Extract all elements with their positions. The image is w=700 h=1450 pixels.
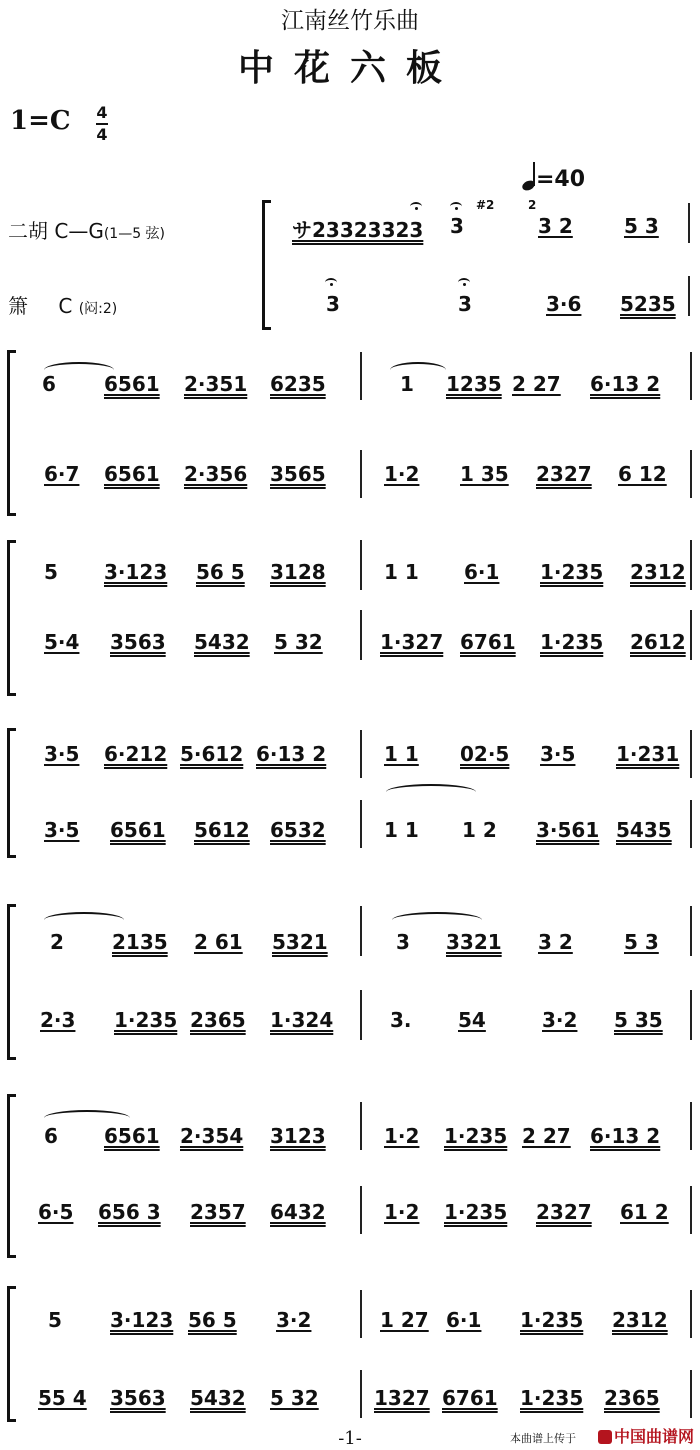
score-cell: 6561: [104, 462, 160, 486]
score-cell: 2135: [112, 930, 168, 954]
score-cell: 3 2: [538, 930, 573, 954]
score-cell: 2612: [630, 630, 686, 654]
system-brace: [7, 1094, 16, 1258]
score-cell: 3123: [270, 1124, 326, 1148]
barline: [360, 800, 362, 848]
score-cell: 1·235: [114, 1008, 178, 1032]
score-cell: 3: [450, 214, 464, 238]
score-cell: 656 3: [98, 1200, 161, 1224]
system-brace: [7, 728, 16, 858]
score-cell: 1·235: [444, 1200, 508, 1224]
score-cell: 2327: [536, 462, 592, 486]
barline: [688, 276, 690, 316]
score-cell: 3·6: [546, 292, 582, 316]
barline: [360, 730, 362, 778]
score-cell: 6·1: [446, 1308, 482, 1332]
barline: [690, 352, 692, 400]
system-brace: [262, 200, 271, 330]
score-cell: 6561: [110, 818, 166, 842]
score-cell: 2: [50, 930, 64, 954]
score-cell: 1: [400, 372, 414, 396]
score-cell: 56 5: [188, 1308, 237, 1332]
score-cell: 3·5: [540, 742, 576, 766]
score-cell: 6·7: [44, 462, 80, 486]
barline: [690, 1290, 692, 1338]
key-signature: 1=C: [10, 106, 71, 136]
instrument-erhu: [8, 215, 165, 244]
score-cell: 55 4: [38, 1386, 87, 1410]
instrument-name: 二胡: [8, 219, 48, 243]
system-brace: [7, 904, 16, 1060]
score-cell: 6 12: [618, 462, 667, 486]
score-cell: 6532: [270, 818, 326, 842]
score-cell: 5: [44, 560, 58, 584]
score-cell: 02·5: [460, 742, 510, 766]
score-cell: 54: [458, 1008, 486, 1032]
score-cell: 2 27: [512, 372, 561, 396]
barline: [360, 1370, 362, 1418]
score-cell: 2 61: [194, 930, 243, 954]
score-cell: 3: [458, 292, 472, 316]
score-cell: 3: [396, 930, 410, 954]
tempo-marking: [522, 164, 585, 192]
score-cell: 56 5: [196, 560, 245, 584]
score-cell: 2 27: [522, 1124, 571, 1148]
quarter-note-icon: [522, 164, 536, 190]
barline: [690, 990, 692, 1040]
score-cell: 5: [48, 1308, 62, 1332]
score-cell: 1 1: [384, 742, 419, 766]
score-cell: 1·231: [616, 742, 680, 766]
score-cell: 3·2: [542, 1008, 578, 1032]
score-cell: 1·235: [540, 630, 604, 654]
score-cell: 1 1: [384, 560, 419, 584]
system-brace: [7, 350, 16, 516]
score-cell: 5321: [272, 930, 328, 954]
barline: [360, 352, 362, 400]
score-cell: 2·3: [40, 1008, 76, 1032]
score-cell: 1235: [446, 372, 502, 396]
score-cell: 3·123: [104, 560, 168, 584]
barline: [360, 450, 362, 498]
score-cell: 6·13 2: [256, 742, 327, 766]
fermata-icon: [410, 202, 422, 211]
barline: [690, 540, 692, 590]
score-cell: 1·235: [520, 1386, 584, 1410]
barline: [690, 610, 692, 660]
score-cell: 6761: [442, 1386, 498, 1410]
score-cell: 3 2: [538, 214, 573, 238]
barline: [690, 800, 692, 848]
score-cell: 3·2: [276, 1308, 312, 1332]
score-cell: 6561: [104, 372, 160, 396]
score-cell: 1 2: [462, 818, 497, 842]
score-cell: 6·212: [104, 742, 168, 766]
score-cell: 5612: [194, 818, 250, 842]
score-cell: 5 35: [614, 1008, 663, 1032]
score-cell: 2·356: [184, 462, 248, 486]
score-cell: 2357: [190, 1200, 246, 1224]
score-cell: 1 27: [380, 1308, 429, 1332]
score-cell: 1·235: [520, 1308, 584, 1332]
site-logo: [598, 1424, 694, 1447]
barline: [360, 1102, 362, 1150]
system-brace: [7, 540, 16, 696]
score-cell: 1·2: [384, 1124, 420, 1148]
score-cell: 5435: [616, 818, 672, 842]
score-cell: 1·2: [384, 1200, 420, 1224]
instrument-tuning: C—G: [54, 219, 104, 243]
score-cell: 61 2: [620, 1200, 669, 1224]
score-cell: 1·235: [540, 560, 604, 584]
score-cell: 1·327: [380, 630, 444, 654]
score-cell: 1·324: [270, 1008, 334, 1032]
score-cell: 5 32: [270, 1386, 319, 1410]
score-cell: 2312: [612, 1308, 668, 1332]
tempo-value: =40: [536, 167, 586, 192]
time-signature: [96, 104, 108, 144]
fermata-icon: [458, 278, 470, 287]
page-number: -1-: [338, 1428, 362, 1449]
score-cell: 3321: [446, 930, 502, 954]
score-cell: 3563: [110, 1386, 166, 1410]
score-cell: 3565: [270, 462, 326, 486]
score-cell: 6: [42, 372, 56, 396]
instrument-xiao: [8, 290, 117, 319]
score-cell: 2327: [536, 1200, 592, 1224]
barline: [690, 730, 692, 778]
score-cell: 6·13 2: [590, 372, 661, 396]
score-cell: 3·123: [110, 1308, 174, 1332]
barline: [360, 1290, 362, 1338]
barline: [360, 540, 362, 590]
system-brace: [7, 1286, 16, 1422]
site-name: 中国曲谱网: [614, 1427, 695, 1446]
page-title: 中花六板: [237, 47, 462, 89]
score-cell: 6561: [104, 1124, 160, 1148]
barline: [690, 906, 692, 956]
barline: [688, 203, 690, 243]
score-cell: 2·351: [184, 372, 248, 396]
barline: [690, 1186, 692, 1234]
barline: [690, 1370, 692, 1418]
score-cell: 3·561: [536, 818, 600, 842]
score-cell: 3: [326, 292, 340, 316]
score-cell: 3·5: [44, 742, 80, 766]
score-cell: 6: [44, 1124, 58, 1148]
score-cell: 3.: [390, 1008, 412, 1032]
score-cell: 6432: [270, 1200, 326, 1224]
subtitle: 江南丝竹乐曲: [281, 8, 419, 34]
score-cell: 5 32: [274, 630, 323, 654]
grace-note: #2: [476, 198, 495, 212]
instrument-range: (1—5 弦): [103, 226, 166, 242]
grace-note: 2: [528, 198, 537, 212]
score-cell: 2·354: [180, 1124, 244, 1148]
fermata-icon: [450, 202, 462, 211]
score-cell: 6·13 2: [590, 1124, 661, 1148]
score-cell: 5 3: [624, 214, 659, 238]
score-cell: 2365: [604, 1386, 660, 1410]
barline: [690, 450, 692, 498]
score-cell: 5432: [190, 1386, 246, 1410]
score-cell: 6·1: [464, 560, 500, 584]
score-cell: 6761: [460, 630, 516, 654]
meter-bottom: 4: [96, 125, 108, 144]
barline: [360, 1186, 362, 1234]
score-cell: 2312: [630, 560, 686, 584]
score-cell: 1·2: [384, 462, 420, 486]
score-cell: 3128: [270, 560, 326, 584]
meter-top: 4: [96, 103, 108, 122]
barline: [360, 906, 362, 956]
score-cell: 5432: [194, 630, 250, 654]
score-cell: 1 1: [384, 818, 419, 842]
score-cell: 1·235: [444, 1124, 508, 1148]
score-cell: 5 3: [624, 930, 659, 954]
score-cell: 6·5: [38, 1200, 74, 1224]
score-cell: 3563: [110, 630, 166, 654]
instrument-name: 箫: [8, 294, 28, 318]
site-logo-icon: [598, 1430, 612, 1444]
score-cell: 1 35: [460, 462, 509, 486]
fermata-icon: [325, 278, 337, 287]
score-cell: 5235: [620, 292, 676, 316]
upload-note: 本曲谱上传于: [510, 1432, 576, 1445]
slur: [386, 784, 476, 800]
instrument-range: (闷:2): [78, 301, 118, 317]
slur: [390, 362, 446, 378]
score-cell: 5·4: [44, 630, 80, 654]
barline: [360, 990, 362, 1040]
score-cell: 6235: [270, 372, 326, 396]
barline: [360, 610, 362, 660]
slur: [44, 912, 124, 928]
score-cell: サ23323323: [292, 218, 424, 242]
score-cell: 5·612: [180, 742, 244, 766]
score-cell: 2365: [190, 1008, 246, 1032]
barline: [690, 1102, 692, 1150]
slur: [392, 912, 482, 928]
score-cell: 1327: [374, 1386, 430, 1410]
instrument-tuning: C: [58, 294, 73, 318]
score-cell: 3·5: [44, 818, 80, 842]
